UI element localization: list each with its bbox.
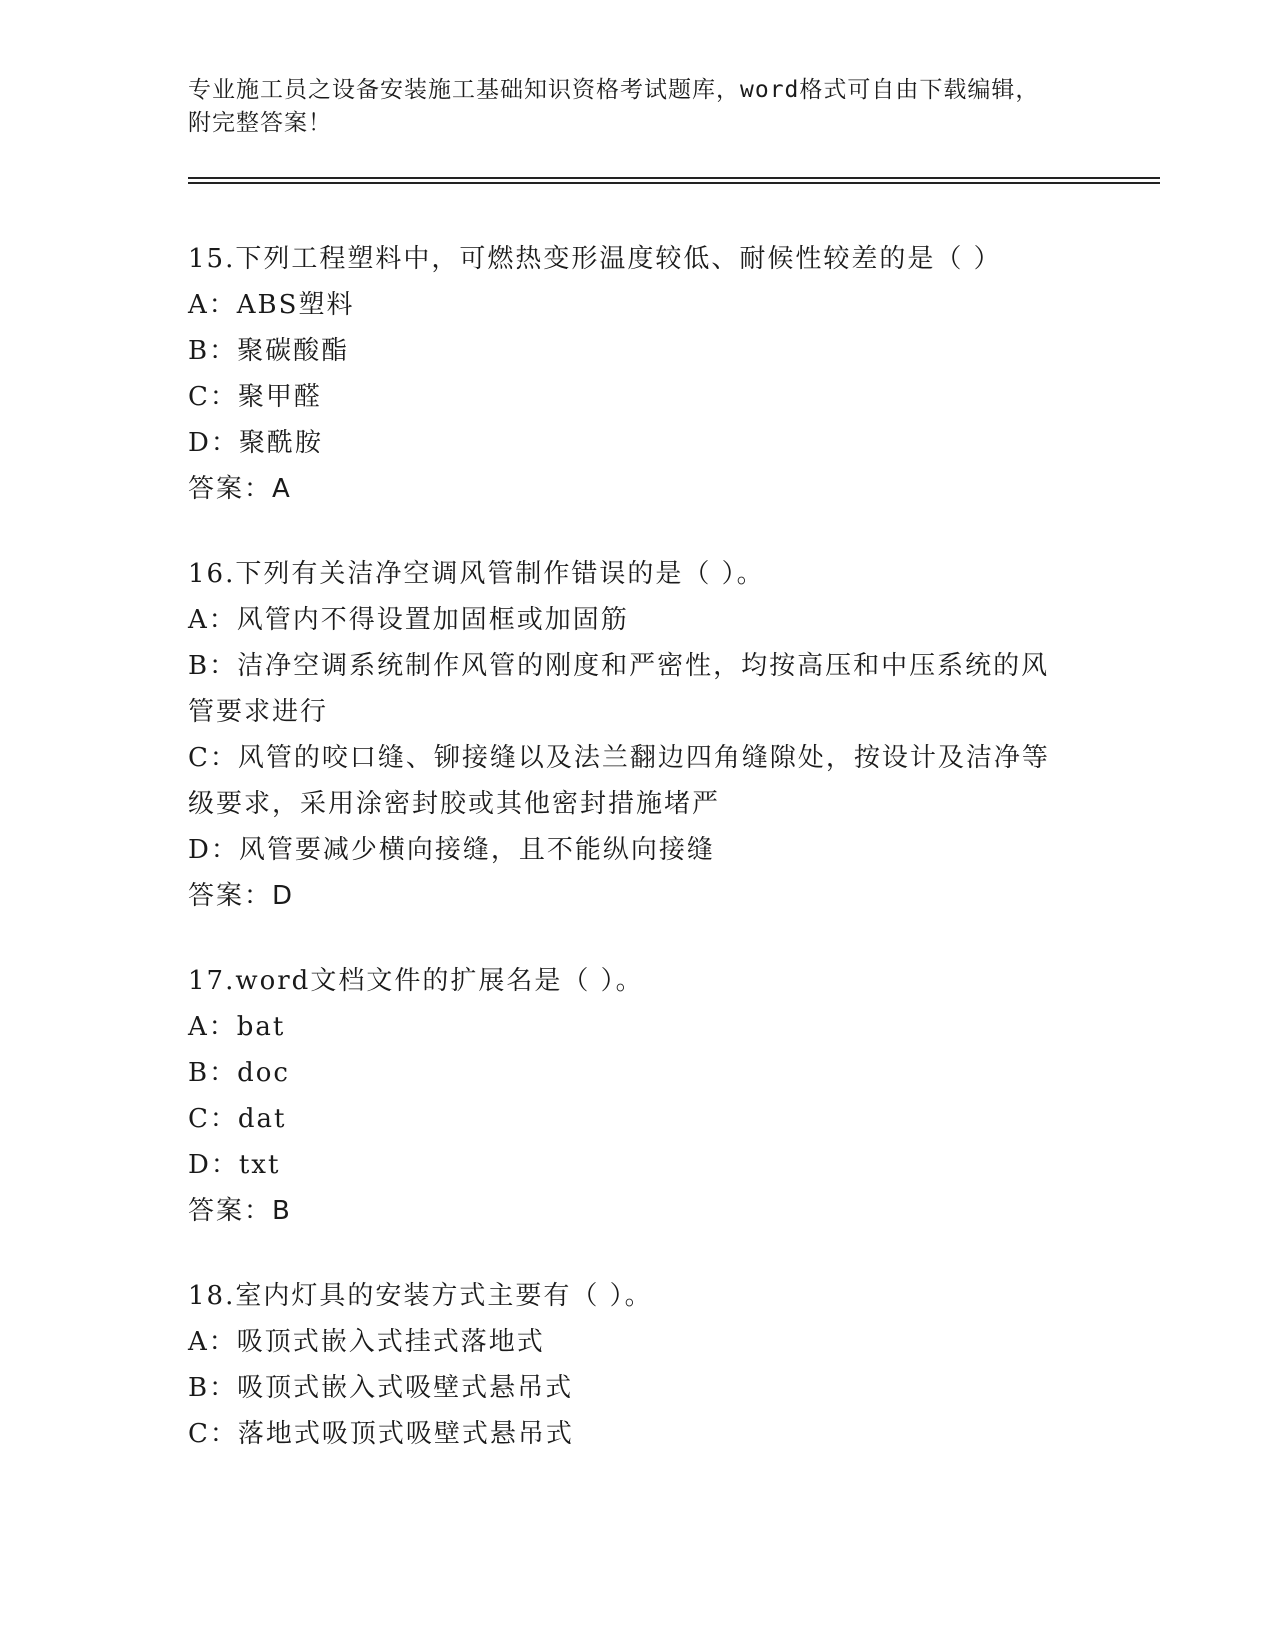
header-divider-top [188, 177, 1160, 179]
document-header [188, 74, 1088, 140]
question-18 [188, 1273, 1088, 1457]
header-line-1: 专业施工员之设备安装施工基础知识资格考试题库，word格式可自由下载编辑， [188, 77, 1040, 103]
option-c: C：落地式吸顶式吸壁式悬吊式 [188, 1419, 574, 1449]
option-d: D：风管要减少横向接缝，且不能纵向接缝 [188, 835, 715, 865]
option-d: D：txt [188, 1150, 281, 1180]
question-list [188, 236, 1088, 1496]
option-b: B：聚碳酸酯 [188, 336, 350, 366]
option-a: A：bat [188, 1012, 286, 1042]
question-stem: 15.下列工程塑料中，可燃热变形温度较低、耐候性较差的是（ ） [188, 244, 1002, 274]
option-c: C：dat [188, 1104, 287, 1134]
option-c: C：聚甲醛 [188, 382, 322, 412]
answer-line: 答案：A [188, 474, 292, 504]
question-stem: 17.word文档文件的扩展名是（ ）。 [188, 966, 644, 996]
answer-line: 答案：B [188, 1196, 292, 1226]
question-17 [188, 958, 1088, 1234]
question-stem: 16.下列有关洁净空调风管制作错误的是（ ）。 [188, 559, 765, 589]
question-stem: 18.室内灯具的安装方式主要有（ ）。 [188, 1281, 653, 1311]
option-b-continued: 管要求进行 [188, 697, 329, 727]
option-a: A：风管内不得设置加固框或加固筋 [188, 605, 629, 635]
option-b: B：doc [188, 1058, 290, 1088]
option-b: B：洁净空调系统制作风管的刚度和严密性，均按高压和中压系统的风 [188, 651, 1050, 681]
option-a: A：吸顶式嵌入式挂式落地式 [188, 1327, 545, 1357]
header-line-2: 附完整答案！ [188, 110, 332, 136]
option-a: A：ABS塑料 [188, 290, 355, 320]
question-16 [188, 551, 1088, 919]
header-divider-bottom [188, 182, 1160, 184]
option-d: D：聚酰胺 [188, 428, 323, 458]
answer-line: 答案：D [188, 881, 295, 911]
option-b: B：吸顶式嵌入式吸壁式悬吊式 [188, 1373, 574, 1403]
question-15 [188, 236, 1088, 512]
option-c-continued: 级要求，采用涂密封胶或其他密封措施堵严 [188, 789, 721, 819]
option-c: C：风管的咬口缝、铆接缝以及法兰翻边四角缝隙处，按设计及洁净等 [188, 743, 1050, 773]
